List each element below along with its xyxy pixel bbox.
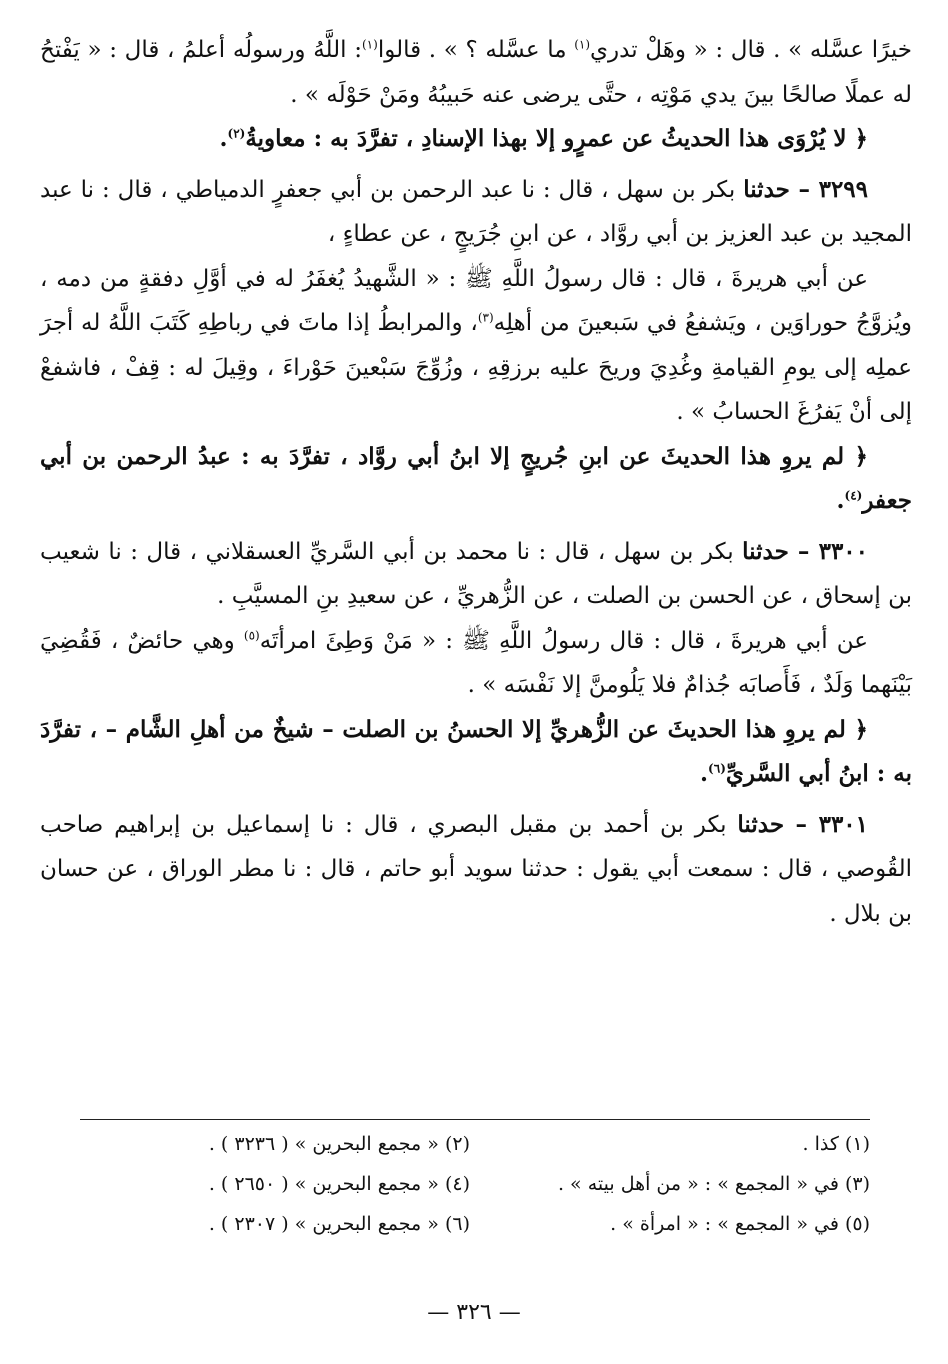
footnote-marker: (٥) (243, 627, 260, 642)
note-paragraph-3 (40, 708, 912, 797)
matn-text: عن أبي هريرةَ ، قال : قال رسولُ اللَّهِ ﷺ : « مَنْ وَطِئَ امرأتَه (259, 627, 869, 654)
hadith-3299-matn (40, 257, 912, 435)
text-span: ما عسَّله ؟ » . قالوا (377, 37, 575, 63)
note-text: ﴿ لم يروِ هذا الحديثَ عن ابنِ جُريجٍ إلا ابنُ أبي روَّاد ، تفرَّدَ به : عبدُ الرحمن بن أبي جعفر (40, 442, 912, 514)
text-span: : اللَّهُ ورسولُه أعلمُ ، قال : « يَفْتحُ له عملًا صالحًا بينَ يدي مَوْتِه ، حتَّى يرضى عنه حَبيبُهُ ومَنْ حَوْلَه » . (40, 37, 912, 108)
footnote-row (70, 1204, 870, 1244)
hadith-number: ٣٣٠٠ – حدثنا (742, 537, 869, 565)
matn-text: وهي حائضٌ ، فَقُضِيَ بَيْنَهما وَلَدٌ ، فَأَصابَه جُذامٌ فلا يَلُومنَّ إلا نَفْسَه » . (40, 627, 912, 698)
note-text: ﴿ لم يروِ هذا الحديثَ عن الزُّهريِّ إلا الحسنُ بن الصلت – شيخٌ من أهلِ الشَّام – ، تفرَّدَ به : ابنُ أبي السَّريِّ (40, 715, 912, 787)
hadith-3300 (40, 530, 912, 619)
hadith-3299 (40, 168, 912, 257)
footnote-divider (80, 1119, 870, 1120)
hadith-3300-matn (40, 619, 912, 708)
isnad-text: بكر بن أحمد بن مقبل البصري ، قال : نا إسماعيل بن إبراهيم صاحب القُوصي ، قال : سمعت أبي يقول : حدثنا سويد أبو حاتم ، قال : نا مطر الوراق ، عن حسان بن بلال . (40, 811, 912, 927)
footnote-4: (٤) « مجمع البحرين » ( ٢٦٥٠ ) . (208, 1173, 470, 1195)
footnote-marker: (٣) (477, 310, 494, 325)
footnote-3: (٣) في « المجمع » : « من أهل بيته » . (557, 1173, 870, 1195)
footnote-1: (١) كذا . (802, 1133, 870, 1155)
text-span: . (700, 760, 709, 787)
page-number: — ٣٢٦ — (427, 1300, 521, 1325)
note-text: ﴿ لا يُرْوَى هذا الحديثُ عن عمرٍو إلا بهذا الإسنادِ ، تفرَّدَ به : معاويةُ (245, 125, 868, 152)
footnotes (70, 1124, 870, 1244)
footnote-marker: (١) (361, 37, 378, 52)
note-paragraph-2 (40, 435, 912, 524)
hadith-number: ٣٣٠١ – حدثنا (737, 810, 869, 838)
footnote-row (70, 1164, 870, 1204)
footnote-6: (٦) « مجمع البحرين » ( ٢٣٠٧ ) . (208, 1213, 470, 1235)
paragraph-continuation (40, 28, 912, 117)
page-body (40, 28, 912, 936)
hadith-3301 (40, 803, 912, 937)
note-paragraph-1 (40, 117, 912, 162)
footnote-2: (٢) « مجمع البحرين » ( ٣٢٣٦ ) . (208, 1133, 470, 1155)
matn-text: عن أبي هريرةَ ، قال : قال رسولُ اللَّهِ ﷺ : « الشَّهيدُ يُغفَرُ له في أوَّلِ دفقةٍ من دمه ، ويُزوَّجُ حوراوَين ، ويَشفعُ في سَبعينَ من أهلِه (40, 265, 912, 336)
footnote-5: (٥) في « المجمع » : « امرأة » . (610, 1213, 870, 1235)
text-span: خيرًا عسَّله » . قال : « وهَلْ تدري (590, 37, 912, 63)
footnote-marker: (٢) (227, 126, 246, 141)
footnote-marker: (٤) (844, 488, 863, 503)
hadith-number: ٣٢٩٩ – حدثنا (743, 175, 869, 203)
footnote-row (70, 1124, 870, 1164)
isnad-text: بكر بن سهل ، قال : نا محمد بن أبي السَّريِّ العسقلاني ، قال : نا شعيب بن إسحاق ، عن الحسن بن الصلت ، عن الزُّهريِّ ، عن سعيدِ بنِ المسيَّبِ . (40, 538, 912, 609)
text-span: . (219, 125, 228, 152)
text-span: . (836, 487, 845, 514)
footnote-marker: (١) (574, 37, 591, 52)
isnad-text: بكر بن سهل ، قال : نا عبد الرحمن بن أبي جعفرٍ الدمياطي ، قال : نا عبد المجيد بن عبد العزيز بن أبي روَّاد ، عن ابنِ جُرَيجٍ ، عن عطاءٍ ، (40, 176, 912, 247)
footnote-marker: (٦) (708, 761, 726, 776)
matn-text: ، والمرابطُ إذا ماتَ في رباطِهِ كَتَبَ اللَّهُ له أجرَ عملِه إلى يومِ القيامةِ وغُدِيَ وريحَ عليه برزقِهِ ، وزُوِّجَ سَبْعينَ حَوْراءَ ، وقِيلَ له : قِفْ ، فاشفعْ إلى أنْ يَفرُغَ الحسابُ » . (40, 310, 912, 425)
